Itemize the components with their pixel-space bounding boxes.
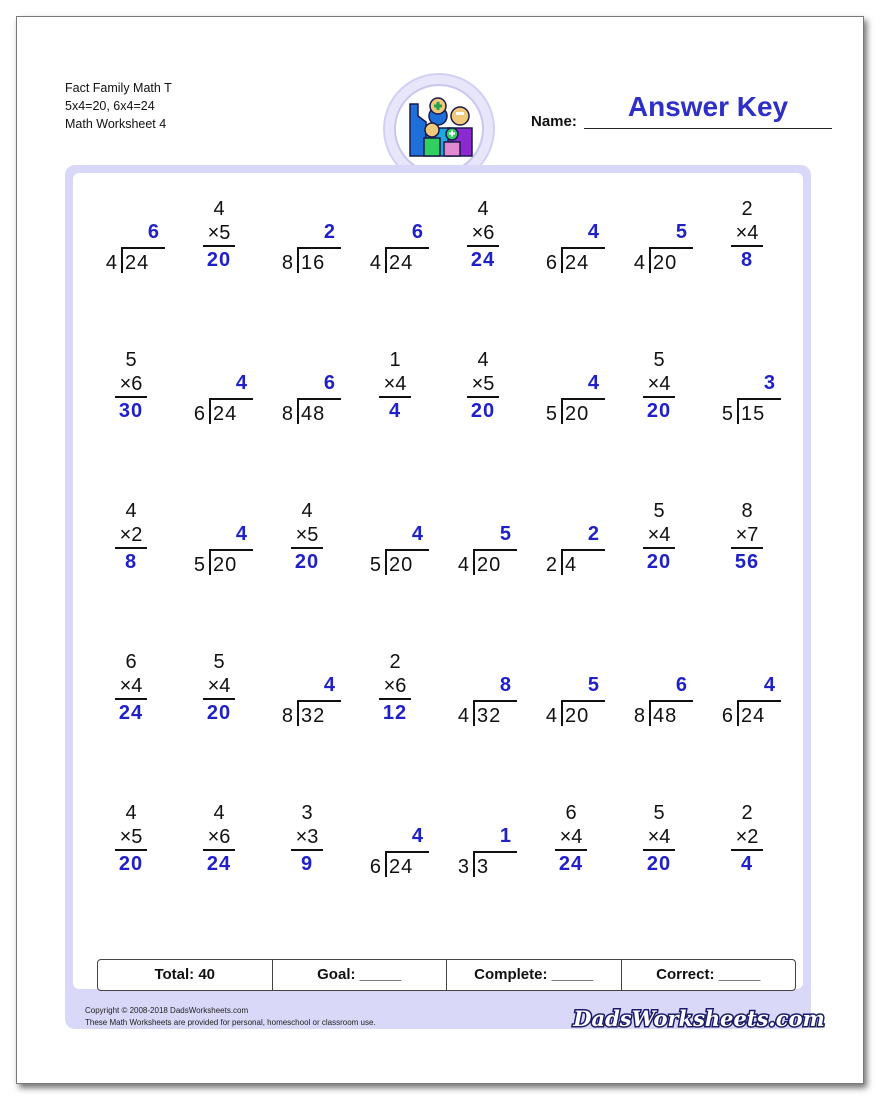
long-division — [703, 371, 791, 431]
product-answer: 12 — [382, 702, 408, 724]
divisor: 8 — [281, 705, 293, 727]
multiplication-problem — [615, 499, 703, 619]
divisor: 4 — [369, 252, 381, 274]
multiplication-problem — [615, 348, 703, 468]
brand-text: DadsWorksheets.com — [573, 1006, 825, 1031]
problem-row — [73, 197, 803, 348]
factor-bottom: ×2 — [735, 826, 759, 848]
dadsworksheets-logo — [573, 1003, 825, 1035]
factor-top: 6 — [125, 651, 137, 673]
factor-bottom: ×6 — [383, 675, 407, 697]
copyright-line: Copyright © 2008-2018 DadsWorksheets.com — [85, 1006, 249, 1015]
quotient-answer: 2 — [323, 221, 335, 243]
divisor: 8 — [281, 403, 293, 425]
multiplication-problem — [351, 650, 439, 770]
worksheet-title: Fact Family Math T — [65, 81, 172, 95]
product-answer: 8 — [124, 551, 138, 573]
long-division — [527, 673, 615, 733]
divisor: 6 — [193, 403, 205, 425]
quotient-answer: 5 — [499, 523, 511, 545]
worksheet-page — [16, 16, 864, 1084]
multiplication-stack — [87, 499, 175, 575]
divisor: 8 — [281, 252, 293, 274]
multiplication-stack — [615, 801, 703, 877]
division-problem — [527, 348, 615, 468]
division-problem — [263, 348, 351, 468]
product-answer: 20 — [646, 551, 672, 573]
multiplication-problem — [351, 348, 439, 468]
long-division — [615, 673, 703, 733]
divisor: 6 — [721, 705, 733, 727]
product-answer: 20 — [206, 702, 232, 724]
long-division — [351, 522, 439, 582]
multiplication-problem — [703, 499, 791, 619]
quotient-answer: 4 — [235, 372, 247, 394]
factor-bottom: ×6 — [471, 222, 495, 244]
dividend: 32 — [477, 705, 502, 727]
quotient-answer: 6 — [323, 372, 335, 394]
multiplication-problem — [703, 197, 791, 317]
long-division — [527, 522, 615, 582]
total-cell: Total: 40 — [154, 966, 216, 983]
quotient-answer: 6 — [147, 221, 159, 243]
division-problem — [351, 801, 439, 921]
factor-bottom: ×3 — [295, 826, 319, 848]
quotient-answer: 4 — [587, 221, 599, 243]
factor-bottom: ×4 — [559, 826, 583, 848]
division-problem — [439, 650, 527, 770]
name-line — [584, 128, 832, 129]
quotient-answer: 5 — [587, 674, 599, 696]
multiplication-problem — [87, 499, 175, 619]
product-answer: 24 — [470, 249, 496, 271]
multiplication-problem — [87, 348, 175, 468]
divisor: 4 — [105, 252, 117, 274]
problem-row — [73, 499, 803, 650]
factor-bottom: ×4 — [647, 524, 671, 546]
division-problem — [615, 650, 703, 770]
dividend: 20 — [477, 554, 502, 576]
factor-top: 4 — [125, 802, 137, 824]
multiplication-stack — [703, 197, 791, 273]
family-icon — [394, 84, 484, 174]
problem-row — [73, 650, 803, 801]
factor-bottom: ×7 — [735, 524, 759, 546]
complete-cell: Complete: _____ — [446, 960, 621, 990]
long-division — [439, 522, 527, 582]
factor-bottom: ×5 — [295, 524, 319, 546]
name-label: Name: — [531, 113, 577, 130]
long-division — [703, 673, 791, 733]
dividend: 20 — [565, 403, 590, 425]
factor-bottom: ×4 — [647, 826, 671, 848]
multiplication-problem — [439, 197, 527, 317]
multiplication-stack — [703, 499, 791, 575]
dividend: 24 — [565, 252, 590, 274]
division-problem — [703, 348, 791, 468]
factor-top: 4 — [213, 802, 225, 824]
multiplication-stack — [263, 801, 351, 877]
factor-bottom: ×6 — [207, 826, 231, 848]
multiplication-problem — [87, 650, 175, 770]
long-division — [263, 673, 351, 733]
division-problem — [527, 650, 615, 770]
dividend: 24 — [213, 403, 238, 425]
problem-row — [73, 801, 803, 952]
factor-top: 6 — [565, 802, 577, 824]
division-problem — [175, 348, 263, 468]
problems-area — [73, 173, 825, 1031]
dividend: 3 — [477, 856, 490, 878]
multiplication-stack — [351, 650, 439, 726]
dividend: 20 — [389, 554, 414, 576]
factor-top: 4 — [477, 349, 489, 371]
multiplication-stack — [439, 197, 527, 273]
dividend: 32 — [301, 705, 326, 727]
quotient-answer: 8 — [499, 674, 511, 696]
multiplication-problem — [87, 801, 175, 921]
long-division — [439, 673, 527, 733]
multiplication-problem — [175, 650, 263, 770]
multiplication-stack — [175, 801, 263, 877]
division-problem — [615, 197, 703, 317]
product-answer: 20 — [646, 400, 672, 422]
multiplication-problem — [527, 801, 615, 921]
divisor: 3 — [457, 856, 469, 878]
multiplication-problem — [263, 801, 351, 921]
factor-top: 8 — [741, 500, 753, 522]
division-problem — [87, 197, 175, 317]
division-problem — [263, 650, 351, 770]
product-answer: 56 — [734, 551, 760, 573]
factor-top: 5 — [213, 651, 225, 673]
dividend: 20 — [653, 252, 678, 274]
multiplication-stack — [175, 650, 263, 726]
division-problem — [527, 499, 615, 619]
quotient-answer: 3 — [763, 372, 775, 394]
product-answer: 20 — [294, 551, 320, 573]
multiplication-problem — [263, 499, 351, 619]
factor-bottom: ×5 — [471, 373, 495, 395]
worksheet-number: Math Worksheet 4 — [65, 117, 167, 131]
divisor: 4 — [457, 705, 469, 727]
multiplication-stack — [615, 348, 703, 424]
problems-frame — [65, 165, 825, 1031]
divisor: 6 — [369, 856, 381, 878]
divisor: 5 — [193, 554, 205, 576]
divisor: 4 — [545, 705, 557, 727]
divisor: 4 — [457, 554, 469, 576]
product-answer: 4 — [388, 400, 402, 422]
long-division — [175, 522, 263, 582]
division-problem — [439, 801, 527, 921]
product-answer: 4 — [740, 853, 754, 875]
worksheet-facts: 5x4=20, 6x4=24 — [65, 99, 155, 113]
name-answer-key: Answer Key — [627, 91, 789, 122]
copyright-notice — [85, 1005, 376, 1029]
divisor: 4 — [633, 252, 645, 274]
product-answer: 9 — [300, 853, 314, 875]
long-division — [527, 220, 615, 280]
multiplication-stack — [87, 348, 175, 424]
long-division — [175, 371, 263, 431]
multiplication-problem — [615, 801, 703, 921]
factor-top: 3 — [301, 802, 313, 824]
factor-bottom: ×4 — [647, 373, 671, 395]
factor-bottom: ×4 — [735, 222, 759, 244]
factor-bottom: ×2 — [119, 524, 143, 546]
factor-bottom: ×5 — [207, 222, 231, 244]
quotient-answer: 6 — [675, 674, 687, 696]
long-division — [263, 371, 351, 431]
divisor: 2 — [545, 554, 557, 576]
quotient-answer: 4 — [411, 523, 423, 545]
worksheet-header — [65, 79, 172, 133]
dividend: 24 — [125, 252, 150, 274]
product-answer: 30 — [118, 400, 144, 422]
long-division — [527, 371, 615, 431]
dividend: 16 — [301, 252, 326, 274]
factor-top: 4 — [125, 500, 137, 522]
factor-top: 2 — [741, 198, 753, 220]
quotient-answer: 4 — [763, 674, 775, 696]
division-problem — [175, 499, 263, 619]
multiplication-stack — [175, 197, 263, 273]
long-division — [87, 220, 175, 280]
dividend: 24 — [389, 856, 414, 878]
factor-bottom: ×4 — [383, 373, 407, 395]
dividend: 24 — [741, 705, 766, 727]
factor-top: 5 — [653, 802, 665, 824]
usage-line: These Math Worksheets are provided for personal, homeschool or classroom use. — [85, 1018, 376, 1027]
problem-grid — [73, 197, 803, 952]
factor-top: 5 — [125, 349, 137, 371]
long-division — [439, 824, 527, 884]
long-division — [263, 220, 351, 280]
long-division — [351, 824, 439, 884]
division-problem — [439, 499, 527, 619]
multiplication-stack — [351, 348, 439, 424]
goal-cell: Goal: _____ — [272, 960, 447, 990]
multiplication-stack — [87, 801, 175, 877]
divisor: 6 — [545, 252, 557, 274]
dividend: 4 — [565, 554, 578, 576]
dividend: 48 — [301, 403, 326, 425]
product-answer: 24 — [558, 853, 584, 875]
quotient-answer: 1 — [499, 825, 511, 847]
quotient-answer: 2 — [587, 523, 599, 545]
multiplication-stack — [615, 499, 703, 575]
divisor: 8 — [633, 705, 645, 727]
score-table — [97, 959, 796, 991]
division-problem — [703, 650, 791, 770]
long-division — [351, 220, 439, 280]
long-division — [615, 220, 703, 280]
multiplication-problem — [703, 801, 791, 921]
family-icon-graphic — [396, 86, 482, 172]
multiplication-stack — [703, 801, 791, 877]
factor-bottom: ×5 — [119, 826, 143, 848]
quotient-answer: 4 — [587, 372, 599, 394]
quotient-answer: 4 — [323, 674, 335, 696]
quotient-answer: 4 — [235, 523, 247, 545]
product-answer: 24 — [118, 702, 144, 724]
factor-bottom: ×4 — [119, 675, 143, 697]
multiplication-stack — [439, 348, 527, 424]
multiplication-problem — [439, 348, 527, 468]
factor-bottom: ×6 — [119, 373, 143, 395]
divisor: 5 — [545, 403, 557, 425]
divisor: 5 — [721, 403, 733, 425]
factor-top: 5 — [653, 500, 665, 522]
product-answer: 8 — [740, 249, 754, 271]
division-problem — [527, 197, 615, 317]
division-problem — [351, 499, 439, 619]
product-answer: 20 — [118, 853, 144, 875]
factor-top: 1 — [389, 349, 401, 371]
multiplication-stack — [263, 499, 351, 575]
quotient-answer: 4 — [411, 825, 423, 847]
factor-top: 4 — [477, 198, 489, 220]
dividend: 48 — [653, 705, 678, 727]
multiplication-stack — [87, 650, 175, 726]
product-answer: 20 — [206, 249, 232, 271]
multiplication-problem — [175, 197, 263, 317]
correct-cell: Correct: _____ — [621, 960, 796, 990]
product-answer: 20 — [646, 853, 672, 875]
factor-top: 4 — [301, 500, 313, 522]
problem-row — [73, 348, 803, 499]
division-problem — [263, 197, 351, 317]
division-problem — [351, 197, 439, 317]
quotient-answer: 5 — [675, 221, 687, 243]
factor-top: 2 — [389, 651, 401, 673]
quotient-answer: 6 — [411, 221, 423, 243]
dividend: 20 — [565, 705, 590, 727]
divisor: 5 — [369, 554, 381, 576]
multiplication-stack — [527, 801, 615, 877]
factor-top: 5 — [653, 349, 665, 371]
multiplication-problem — [175, 801, 263, 921]
factor-top: 4 — [213, 198, 225, 220]
dividend: 15 — [741, 403, 766, 425]
product-answer: 20 — [470, 400, 496, 422]
factor-top: 2 — [741, 802, 753, 824]
dividend: 24 — [389, 252, 414, 274]
dividend: 20 — [213, 554, 238, 576]
product-answer: 24 — [206, 853, 232, 875]
factor-bottom: ×4 — [207, 675, 231, 697]
